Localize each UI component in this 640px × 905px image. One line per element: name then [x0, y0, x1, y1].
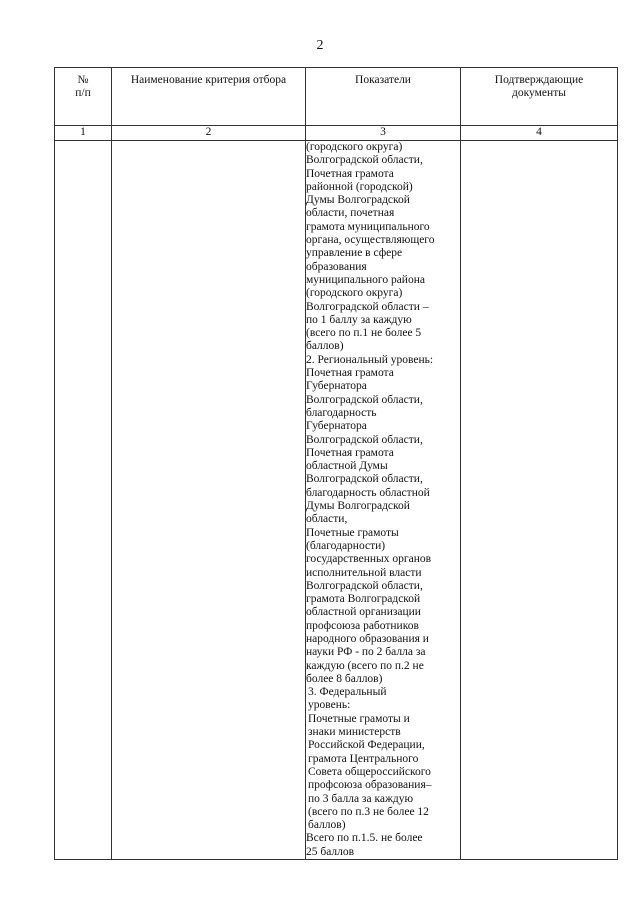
indicator-line: грамота муниципального [306, 220, 430, 233]
indicator-line: областной Думы [306, 460, 388, 473]
indicator-line: более 8 баллов) [306, 672, 383, 685]
indicator-line: (благодарности) [306, 539, 386, 552]
indicator-line: Волгоградской области, [306, 154, 423, 167]
indicator-line: (всего по п.1 не более 5 [306, 327, 422, 340]
indicator-line: благодарность [306, 406, 377, 419]
indicator-line: Почетные грамоты и [308, 712, 410, 725]
header-documents [461, 68, 618, 126]
indicator-line: областной организации [306, 606, 421, 619]
header-indicators: Показатели [306, 68, 461, 126]
indicator-line: Волгоградской области, [306, 433, 423, 446]
indicator-line: Волгоградской области – [306, 300, 429, 313]
indicator-line: Волгоградской области, [306, 579, 423, 592]
header-number [55, 68, 112, 126]
column-number-4: 4 [461, 126, 618, 141]
indicator-line: Волгоградской области, [306, 393, 423, 406]
header-documents-line1: Подтверждающие [494, 74, 584, 86]
row-number-cell [55, 141, 112, 860]
header-number-line1: № [77, 74, 89, 86]
header-number-line2: п/п [75, 87, 91, 99]
indicator-line: Губернатора [306, 380, 367, 393]
indicator-line: знаки министерств [308, 726, 401, 739]
indicator-line: районной (городской) [306, 180, 413, 193]
indicator-line: 25 баллов [306, 845, 355, 858]
indicator-line: Почетная грамота [306, 167, 394, 180]
header-documents-line2: документы [512, 87, 566, 99]
indicator-line: Почетная грамота [306, 446, 394, 459]
indicator-line: народного образования и [306, 632, 429, 645]
indicator-line: баллов) [306, 340, 344, 353]
indicator-line: органа, осуществляющего [306, 234, 435, 247]
header-criterion: Наименование критерия отбора [112, 68, 306, 126]
indicator-line: каждую (всего по п.2 не [306, 659, 424, 672]
criteria-table [54, 67, 618, 860]
indicator-line: Губернатора [306, 420, 367, 433]
indicator-line: уровень: [308, 699, 351, 712]
indicator-line: профсоюза работников [306, 619, 419, 632]
indicator-line: профсоюза образования– [308, 779, 432, 792]
indicator-line: муниципального района [306, 273, 425, 286]
indicator-line: грамота Центрального [308, 752, 419, 765]
indicator-line: управление в сфере [306, 247, 403, 260]
row-indicators-cell [306, 141, 461, 860]
indicator-line: (всего по п.3 не более 12 [308, 805, 429, 818]
indicator-line: Думы Волгоградской [306, 194, 410, 207]
indicator-lines [306, 141, 460, 686]
column-number-1: 1 [55, 126, 112, 141]
column-number-3: 3 [306, 126, 461, 141]
page-number: 2 [316, 38, 324, 53]
indicator-line: (городского округа) [306, 141, 403, 153]
row-documents-cell [461, 141, 618, 860]
total-lines [306, 832, 460, 859]
federal-level-lines [306, 686, 460, 832]
indicator-line: Российской Федерации, [308, 739, 425, 752]
indicator-line: образования [306, 260, 367, 273]
row-criterion-cell [112, 141, 306, 860]
indicator-line: грамота Волгоградской [306, 593, 421, 606]
indicator-line: науки РФ - по 2 балла за [306, 646, 426, 659]
table-header-row [55, 68, 618, 126]
indicator-line: Думы Волгоградской [306, 500, 410, 513]
indicator-line: Волгоградской области, [306, 473, 423, 486]
indicator-line: государственных органов [306, 553, 432, 566]
indicator-line: по 1 баллу за каждую [306, 313, 412, 326]
indicator-line: благодарность областной [306, 486, 430, 499]
indicator-line: области, почетная [306, 207, 395, 220]
indicator-line: Совета общероссийского [308, 765, 431, 778]
indicator-line: исполнительной власти [306, 566, 422, 579]
indicator-line: 3. Федеральный [308, 686, 387, 699]
indicator-line: по 3 балла за каждую [308, 792, 414, 805]
column-number-row [55, 126, 618, 141]
table-row [55, 141, 618, 860]
indicator-line: Почетные грамоты [306, 526, 399, 539]
indicator-line: Всего по п.1.5. не более [306, 832, 423, 845]
indicator-line: области, [306, 513, 348, 526]
indicator-line: (городского округа) [306, 287, 403, 300]
column-number-2: 2 [112, 126, 306, 141]
indicator-line: Почетная грамота [306, 367, 394, 380]
indicator-line: баллов) [308, 819, 346, 832]
indicator-line: 2. Региональный уровень: [306, 353, 434, 366]
